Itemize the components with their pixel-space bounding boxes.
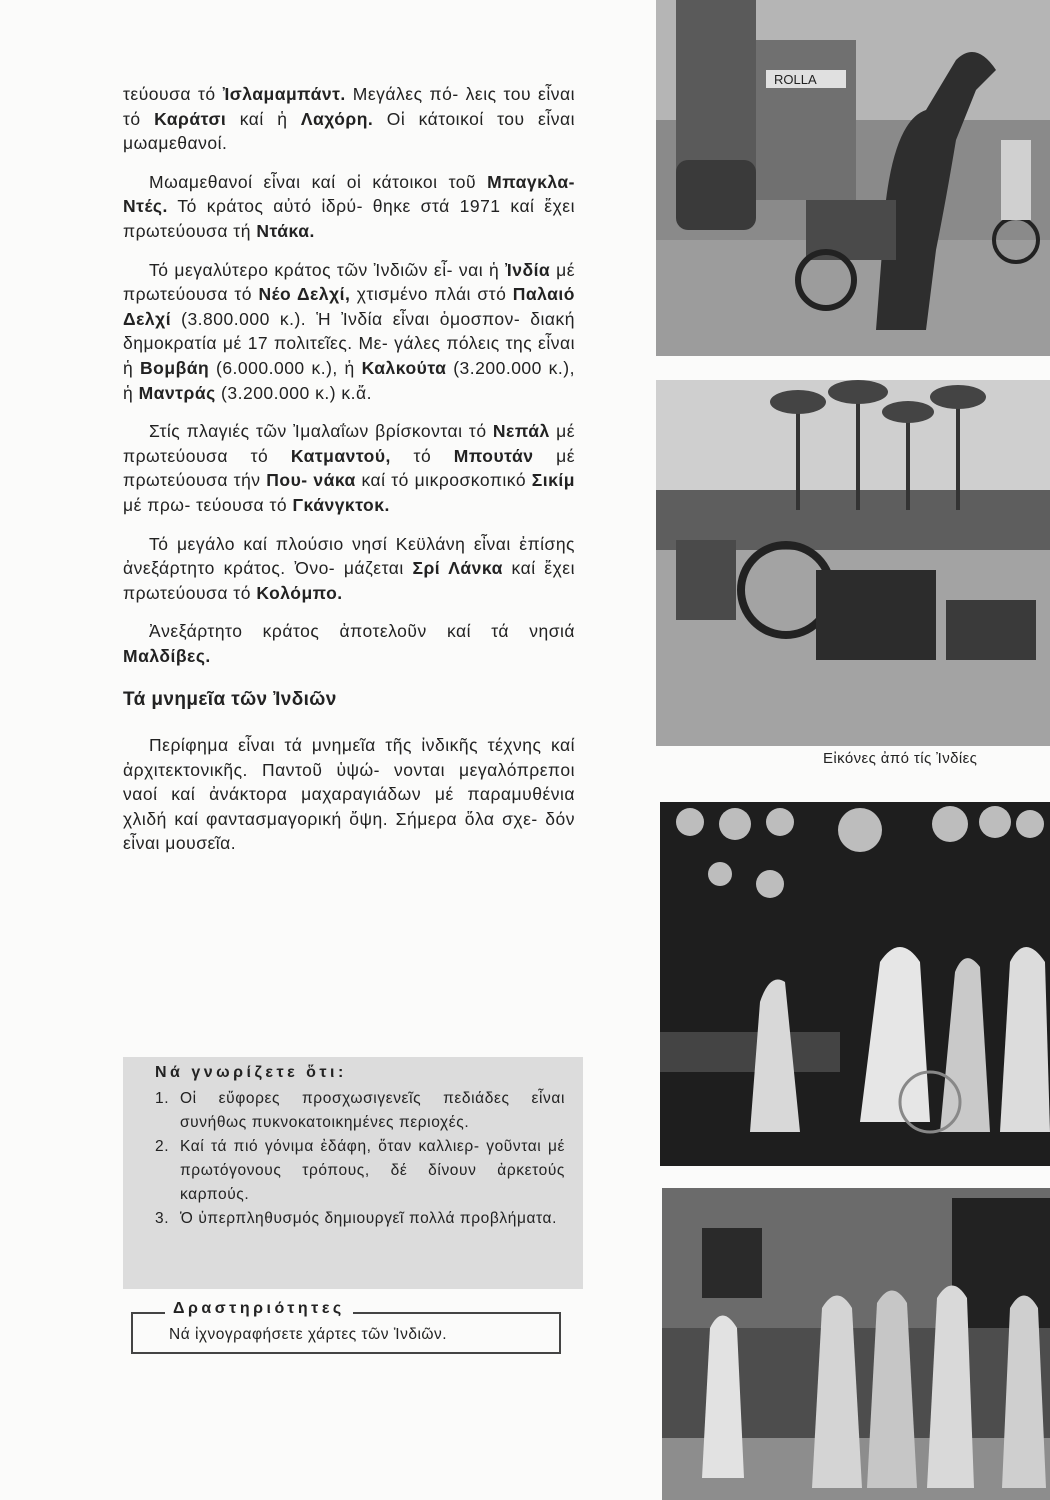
- paragraph-india: [123, 258, 575, 406]
- did-you-know-list: [155, 1087, 565, 1231]
- bold-term: Σρί Λάνκα: [412, 558, 503, 579]
- text-run: μέ πρω- τεύουσα τό: [123, 494, 293, 515]
- bold-term: Μπουτάν: [453, 445, 534, 466]
- main-text-column: [123, 82, 575, 870]
- text-run: καί ἔχει πρωτεύουσα τό: [123, 558, 575, 603]
- bold-term: Σικίμ: [531, 470, 575, 491]
- text-run: (3.200.000 κ.), ἡ: [123, 357, 575, 403]
- text-run: καί ἡ: [226, 108, 301, 129]
- photo-street-camel: [656, 0, 1050, 356]
- text-run: Τό μεγαλύτερο κράτος τῶν Ἰνδιῶν εἶ- ναι ἡ: [149, 259, 506, 280]
- text-run: Μεγάλες πό- λεις του εἶναι τό: [123, 84, 575, 129]
- text-run: Στίς πλαγιές τῶν Ἰμαλαΐων βρίσκονται τό: [149, 421, 493, 442]
- text-run: Οἱ κάτοικοί του εἶναι μωαμεθανοί.: [123, 108, 575, 154]
- bold-term: Ἰσλαμαμπάντ.: [222, 84, 346, 104]
- activities-text: Νά ἰχνογραφήσετε χάρτες τῶν Ἰνδιῶν.: [169, 1326, 448, 1343]
- list-item-number: 3.: [155, 1210, 170, 1227]
- paragraph-pakistan: [123, 82, 575, 156]
- bold-term: Παλαιό Δελχί: [123, 284, 575, 329]
- bold-term: Ἰνδία: [505, 259, 551, 280]
- bold-term: Βομβάη: [140, 357, 210, 378]
- text-run: τό: [390, 445, 454, 466]
- bold-term: Νέο Δελχί,: [258, 284, 351, 305]
- activities-box: [131, 1300, 561, 1354]
- paragraph-monuments: Περίφημα εἶναι τά μνημεῖα τῆς ἰνδικῆς τέχνης καί ἀρχιτεκτονικῆς. Παντοῦ ὑψώ- νονται μεγαλόπρεποι ναοί καί ἀνάκτορα μαχαραγιάδων μέ παραμυθένια χλιδή καί φαντασμαγορική ὄψη. Σήμερα ὅλα σχε- δόν εἶναι μουσεῖα.: [123, 735, 575, 854]
- text-run: (6.000.000 κ.), ἡ: [209, 357, 362, 378]
- text-run: καί τό μικροσκοπικό: [355, 470, 532, 491]
- section-heading-monuments: Τά μνημεῖα τῶν Ἰνδιῶν: [123, 689, 337, 711]
- photo-men-street: [662, 1188, 1050, 1500]
- paragraph-sri-lanka: [123, 532, 575, 606]
- text-run: μέ πρωτεύουσα τό: [123, 259, 575, 305]
- bold-term: Καράτσι: [154, 108, 227, 129]
- bold-term: Μαλδίβες.: [123, 645, 211, 666]
- list-item: [155, 1087, 565, 1135]
- text-run: Μωαμεθανοί εἶναι καί οἱ κάτοικοι τοῦ: [149, 171, 488, 192]
- list-item-number: 2.: [155, 1138, 170, 1155]
- did-you-know-title: Νά γνωρίζετε ὅτι:: [155, 1064, 347, 1081]
- paragraph-bangladesh: [123, 170, 575, 244]
- bold-term: Κολόμπο.: [256, 582, 343, 603]
- list-item-text: Καί τά πιό γόνιμα ἐδάφη, ὅταν καλλιερ- γοῦνται μέ πρωτόγονους τρόπους, δέ δίνουν ἀρκετούς καρπούς.: [180, 1138, 565, 1203]
- bold-term: Κατμαντού,: [290, 445, 391, 466]
- bold-term: Νεπάλ: [492, 421, 550, 442]
- text-run: Τό μεγάλο καί πλούσιο νησί Κεϋλάνη εἶναι ἐπίσης ἀνεξάρτητο κράτος. Ὀνο- μάζεται: [123, 533, 575, 579]
- text-run: μέ πρωτεύουσα τό: [123, 421, 575, 466]
- text-run: Τό κράτος αὐτό ἱδρύ- θηκε στά 1971 καί ἔχει πρωτεύουσα τή: [123, 196, 575, 241]
- photo-ox-carts: [656, 380, 1050, 746]
- text-run: μέ πρωτεύουσα τήν: [123, 445, 575, 491]
- bold-term: Γκάνγκτοκ.: [292, 494, 390, 515]
- text-run: (3.200.000 κ.) κ.ἄ.: [215, 382, 372, 403]
- list-item-number: 1.: [155, 1090, 170, 1107]
- bold-term: Καλκούτα: [361, 357, 447, 378]
- activities-title: Δραστηριότητες: [165, 1300, 353, 1318]
- photo-bazaar: [660, 802, 1050, 1166]
- bold-term: Μαντράς: [138, 382, 216, 403]
- list-item-text: Οἱ εὔφορες προσχωσιγενεῖς πεδιάδες εἶναι συνήθως πυκνοκατοικημένες περιοχές.: [180, 1090, 565, 1131]
- bold-term: Ντάκα.: [256, 220, 315, 241]
- photo-caption: Εἰκόνες ἀπό τίς Ἰνδίες: [823, 750, 978, 767]
- text-run: χτισμένο πλάι στό: [350, 284, 513, 305]
- bold-term: Μπαγκλα-Ντές.: [123, 171, 575, 217]
- list-item: [155, 1207, 565, 1231]
- bold-term: Λαχόρη.: [300, 108, 374, 129]
- text-run: τεύουσα τό: [123, 84, 223, 104]
- list-item-text: Ὁ ὑπερπληθυσμός δημιουργεῖ πολλά προβλήματα.: [180, 1210, 558, 1227]
- shop-sign-text: ROLLA: [774, 72, 817, 87]
- paragraph-himalaya-states: [123, 419, 575, 517]
- text-run: Ἀνεξάρτητο κράτος ἀποτελοῦν καί τά νησιά: [149, 621, 575, 642]
- bold-term: Που- νάκα: [266, 470, 356, 491]
- paragraph-maldives: [123, 619, 575, 668]
- text-run: (3.800.000 κ.). Ἡ Ἰνδία εἶναι ὁμοσπον- διακή δημοκρατία μέ 17 πολιτεῖες. Με- γάλες πόλεις της εἶναι ἡ: [123, 308, 575, 378]
- list-item: [155, 1135, 565, 1207]
- did-you-know-box: [123, 1057, 583, 1289]
